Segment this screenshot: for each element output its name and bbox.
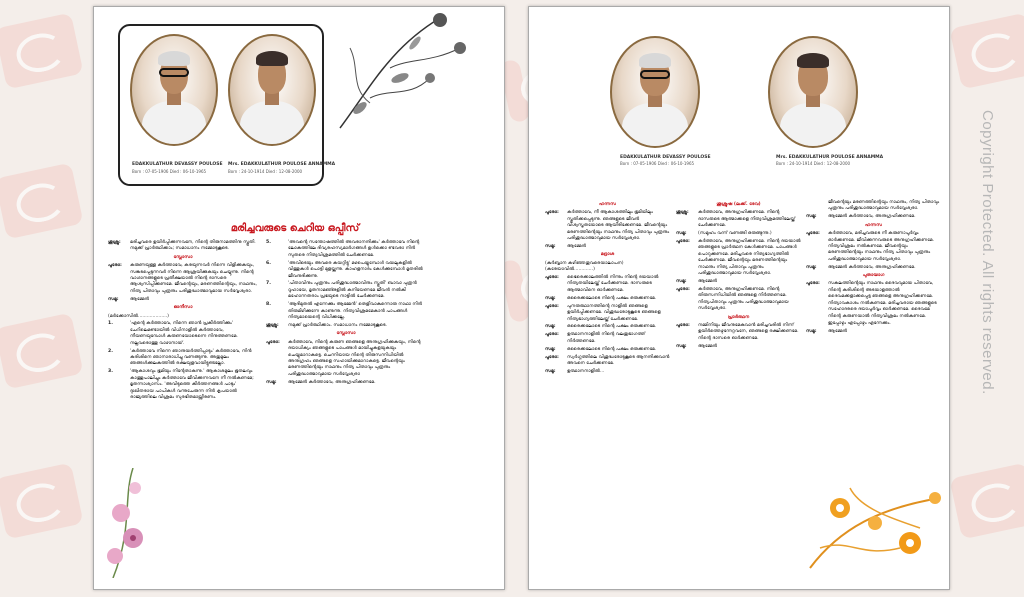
speaker-label: പൂരോ: bbox=[676, 286, 690, 292]
text-row bbox=[108, 297, 258, 303]
prayer-text: ആമ്മേൻ കർത്താവേ, അനുഗ്രഹിക്കണമേ. bbox=[828, 214, 916, 220]
text-row bbox=[545, 244, 670, 250]
text-row bbox=[545, 369, 670, 375]
text-row bbox=[676, 210, 801, 229]
portrait-dates: Born : 24-10-1914 Died : 12-08-2000 bbox=[776, 161, 851, 166]
prayer-text: ഒരൈക്കലോടെ നിന്റെ പക്ഷം ഒരുക്കണമേ. bbox=[567, 346, 657, 352]
copyright-watermark: Copyright Protected. All rights reserved. bbox=[979, 110, 996, 395]
speaker-label: പൂരോ: bbox=[676, 239, 690, 245]
verse-number: 1. bbox=[108, 321, 113, 327]
speaker-label: ശുശ്രൂ: bbox=[108, 240, 121, 245]
floral-ornament bbox=[800, 468, 950, 578]
prayer-text: ഭൈരെക്കാലത്തിൽ നിന്നും നിന്റെ ദയയാൽ നിത്യതയിലേയ്ക്ക് ചേർക്കണമേ. ദാസരുടെ ആത്മാവിനെ ഓർക്കണമേ. bbox=[567, 275, 659, 293]
text-column bbox=[108, 240, 258, 403]
portrait-mother bbox=[228, 34, 316, 146]
text-row bbox=[806, 214, 941, 220]
prayer-text: ആമ്മേൻ bbox=[130, 296, 150, 302]
prayer-text: മരിച്ചവരെ ഉയിർപ്പിക്കുന്നവനേ, നിന്റെ തിരുനാമത്തിനു സ്തുതി. നമുക്ക് പ്രാർത്ഥിക്കാം; സമാധാനം നമ്മോടുകൂടെ. bbox=[130, 240, 256, 252]
text-row bbox=[108, 321, 258, 347]
speaker-label bbox=[806, 321, 828, 327]
prayer-text: കർത്താവേ, മരിച്ചവരുടെ നീ കരുണാപൂർവ്വം ഓർക്കണമേ. ജീവിക്കുന്നവരുടെ അനുഗ്രഹിക്കണമേ. നിത്യവിശ്രമം നൽകണമേ. ജീവന്റെയും മരണത്തിന്റെയും നാഥനും നിത്യ പിതാവും പുത്രനും പരിശുദ്ധാത്മാവുമായ സർവ്വേശ്വരാ. bbox=[828, 231, 935, 262]
speaker-label: സമൂ: bbox=[545, 368, 556, 374]
speaker-label: സമൂ: bbox=[676, 231, 687, 237]
prayer-text: ഒരൈക്കലോടെ നിന്റെ പക്ഷം ഒരുക്കണമേ. bbox=[567, 324, 657, 330]
prayer-text: ജീവന്റെയും മരണത്തിന്റെയും നാഥനും, നിത്യ പിതാവും പുത്രനും പരിശുദ്ധാത്മാവുമായ സർവ്വേശ്വരാ. bbox=[828, 200, 940, 212]
speaker-label: പൂരോ: bbox=[266, 339, 280, 345]
orchid-ornament bbox=[93, 468, 163, 578]
text-row bbox=[676, 279, 801, 285]
prayer-text: കർത്താവേ, അനുഗ്രഹിക്കണമേ. നിന്റെ ദയയാൽ ഞങ്ങളുടെ പ്രാർത്ഥന കേൾക്കണമേ. പാപങ്ങൾ പൊറുക്കണമേ. മരിച്ചവരെ നിത്യഭാഗ്യത്തിൽ ചേർക്കണമേ. ജീവന്റെയും മരണത്തിന്റെയും നാഥനും നിത്യ പിതാവും പുത്രനും പരിശുദ്ധാത്മാവുമായ സർവ്വേശ്വരാ. bbox=[698, 239, 801, 277]
section-heading: സ്ലോസാ bbox=[336, 331, 356, 337]
section-heading: ഹന്നസ bbox=[599, 202, 616, 207]
prayer-text: 'എന്റെ കർത്താവേ, നിന്നെ ഞാൻ പ്രകീർത്തിക്കും' ചേറിലെമണ്ടായിൽ വിധിനാളിൽ കർത്താവേ, നീയണയുമ്പോൾ കരുണയോടെന്നെ നിനുത്തണമേ. നല്ലവരൊത്തു വാഴാനായ്. bbox=[130, 321, 238, 346]
text-column bbox=[806, 200, 941, 337]
text-row bbox=[806, 321, 941, 327]
speaker-label: പൂരോ: bbox=[545, 332, 559, 338]
prayer-text: ഇപ്പോഴും എപ്പോഴും എന്നേക്കും. bbox=[828, 321, 891, 327]
prayer-text: കർത്താവേ, അനുഗ്രഹിക്കണമേ. നിന്റെ തിരുസന്നിധിയിൽ ഞങ്ങളെ നിർത്തണമേ. നിത്യപിതാവും പുത്രനും പരിശുദ്ധാത്മാവുമായ സർവ്വേശ്വരാ. bbox=[698, 286, 789, 312]
text-row bbox=[266, 380, 426, 386]
portrait-name: Mrs. EDAKKULATHUR POULOSE ANNAMMA bbox=[228, 162, 336, 167]
portrait-dates: Born : 24-10-1914 Died : 12-08-2000 bbox=[228, 169, 303, 174]
portrait-name: EDAKKULATHUR DEVASSY POULOSE bbox=[132, 162, 223, 167]
text-row bbox=[676, 344, 801, 350]
text-row bbox=[108, 369, 258, 401]
section-heading: പുതായാഗ bbox=[862, 273, 885, 279]
prayer-text: ഒരൈക്കലോടെ നിന്റെ പക്ഷം ഒരുക്കണമേ. bbox=[567, 295, 657, 301]
speaker-label: പൂരോ: bbox=[545, 303, 559, 309]
prayer-text: സ്വർഗ്ഗത്തിലെ വിശുദ്ധരോടുകൂടെ ആനന്ദിക്കുവാൻ അവനെ ചേർക്കണമേ. bbox=[567, 354, 670, 366]
prayer-text: സകലത്തിന്റെയും നാഥനും ദൈവവുമായ പിതാവേ, നിന്റെ കുരിശിന്റെ അടയാളത്താൽ ദൈവമക്കളാക്കപ്പെട്ട ഞങ്ങളെ അനുഗ്രഹിക്കണമേ. നിത്യാവകാശം നൽകണമേ. മരിച്ചവരായ ഞങ്ങളുടെ സഹോദരരെ ദയാപൂർവ്വം ഓർക്കണമേ. ദൈവമേ നിന്റെ കരുണയാൽ നിത്യവിശ്രമം നൽകണമേ. bbox=[828, 281, 937, 319]
prayer-text: കർത്താവേ, നിന്റെ കരുണ ഞങ്ങളെ അനുഗ്രഹിക്കുകയും, നിന്റെ ദയാധിക്യം ഞങ്ങളുടെ പാപങ്ങൾ മായിച്ചുകളയുകയും ചെയ്യുമാറാകട്ടെ. ചെന്നിയായ നിന്റെ തിരുസന്നിധിയിൽ അനുഗ്രഹം ഞങ്ങളെ സഹായിക്കുമാറാകട്ടെ. ജീവന്റെയും മരണത്തിന്റെയും നാഥനും നിത്യ പിതാവും പുത്രനും പരിശുദ്ധാത്മാവുമായ സർവ്വേശ്വരാ bbox=[288, 339, 421, 377]
text-row bbox=[806, 231, 941, 263]
speaker-label: പൂരോ: bbox=[806, 281, 820, 287]
text-row bbox=[676, 287, 801, 313]
text-row bbox=[108, 240, 258, 253]
speaker-label: സമൂ: bbox=[545, 346, 556, 352]
speaker-label: പൂരോ: bbox=[545, 210, 559, 216]
text-row bbox=[266, 261, 426, 280]
portrait-dates: Born : 07-05-1906 Died : 06-10-1965 bbox=[620, 161, 695, 166]
speaker-label: പൂരോ: bbox=[545, 354, 559, 360]
portrait-frame bbox=[118, 24, 336, 186]
text-row bbox=[108, 349, 258, 368]
verse-number: 7. bbox=[266, 281, 271, 287]
speaker-label: സമൂ: bbox=[676, 278, 687, 284]
verse-number: 8. bbox=[266, 302, 271, 308]
prayer-text: നമ്മിനിയും ജീവനുമേകുവാൻ മരിച്ചവരിൽ നിന്ന് ഉയിർത്തെഴുന്നേറ്റവനേ, ഞങ്ങളെ രക്ഷിക്കണമേ. നിന്റെ ദാസരെ ഓർക്കണമേ. bbox=[698, 322, 799, 341]
text-row bbox=[806, 329, 941, 335]
text-row bbox=[806, 200, 941, 213]
text-row bbox=[545, 261, 670, 274]
prayer-text: ഉത്ഥാനനാളിൽ നിന്റെ വലതുഭാഗത്ത് നിർത്തണമേ. bbox=[567, 332, 646, 344]
prayer-text: ആമ്മേൻ bbox=[828, 329, 848, 335]
prayer-text: കരുണയുള്ള കർത്താവേ, കരയുന്നവർ നിന്നെ വിളിക്കുകയും, സങ്കടപ്പെടുന്നവർ നിന്നെ ആശ്രയിക്കുകയും ചെയ്യുന്നു. നിന്റെ വാഗ്ദാനങ്ങളുടെ പ്രതീക്ഷയാൽ നിന്റെ ദാസരെ ആശ്വസിപ്പിക്കണമേ. ജീവന്റെയും, മരണത്തിന്റെയും, നാഥനും, നിത്യ പിതാവും പുത്രനും പരിശുദ്ധാത്മാവുമായ സർവ്വേശ്വരാ. bbox=[130, 263, 257, 294]
prayer-text: നമുക്ക് പ്രാർത്ഥിക്കാം. സമാധാനം നമ്മോടുകൂടെ. bbox=[288, 322, 387, 328]
portrait-name: EDAKKULATHUR DEVASSY POULOSE bbox=[620, 155, 711, 160]
text-row bbox=[545, 275, 670, 294]
portrait-father bbox=[610, 36, 700, 148]
speaker-label: സമൂ: bbox=[806, 329, 817, 335]
prayer-text: (കുർബ്ബാന കഴിഞ്ഞതുവരെയാലാപന) (കരേയാവിൽ.............) bbox=[545, 260, 624, 273]
floral-ornament bbox=[330, 8, 480, 138]
verse-number: 6. bbox=[266, 260, 271, 266]
prayer-text: 'ആകാശവും ഭൂമിയും നിന്റേതാകുന്നു.' ആകാശമൂലം ഭൂതലവും കാത്തുപാലിച്ചും കർത്താവേ ജീവിക്കുന്നവനേ നീ നൽകണമേ; മൃതന്നാശ്വാസം. 'അവിടുത്തെ കീർത്തനങ്ങൾ പാടും' ദുഃഖിതരായ പാപികൾ വന്നുചേരുന്ന നിൻ കൃപയാൽ രാജ്യത്തിലെ വിശ്രമം സുരഭിതമായ്ത്തീരണം. bbox=[130, 369, 254, 400]
text-row bbox=[266, 323, 426, 329]
text-row bbox=[545, 296, 670, 302]
prayer-text: കർത്താവേ, നീ ആകാശത്തിലും ഭൂമിയിലും സ്തുതിക്കപ്പെടുന്നു. ഞങ്ങളുടെ ജീവൻ വിശ്വസ്തതയോടെ ആയിരിക്കേണമേ. ജീവന്റെയും മരണത്തിന്റെയും നാഥനും നിത്യ പിതാവും പുത്രനും പരിശുദ്ധാത്മാവുമായ സർവ്വേശ്വരാ. bbox=[567, 210, 670, 242]
prayer-text: കർത്താവേ, അനുഗ്രഹിക്കണമേ. നിന്റെ ദാസരുടെ ആത്മാക്കളെ നിത്യവിശ്രമത്തിലേയ്ക്ക് ചേർക്കണമേ. bbox=[698, 210, 796, 229]
verse-number: 5. bbox=[266, 240, 271, 245]
prayer-text: ആമ്മേൻ കർത്താവേ, അനുഗ്രഹിക്കണമേ. bbox=[288, 379, 376, 385]
speaker-label: സമൂ: bbox=[676, 343, 687, 349]
section-heading: ഓനീസാ bbox=[173, 305, 193, 311]
prayer-text: 'അവന്റെ സന്തോഷത്തിൽ അവരാനന്ദിക്കും' കർത്താവേ നിന്റെ ലോകത്തിലേ ദിവ്യരഹസ്യമാർഗങ്ങൾ ഉൾക്കൊ ണ്ടവരാ നിൻ സുതരെ നിത്യവിശ്രമത്തിൽ ചേർക്കണമേ. bbox=[288, 240, 420, 258]
speaker-label: സമൂ: bbox=[806, 264, 817, 270]
prayer-text: 'പിതാവിനും പുത്രനും പരിശുദ്ധാത്മാവിനും സ്തുതി' ബാവാ പുത്രൻ റൂഹായേ, മൃതനാമഞ്ങളിൽ കനിയേണമേ ജീവൻ നൽകി മഹോന്നതരാം പ്രഭയുടെ നാട്ടിൽ ചേർക്കണമേ. bbox=[288, 281, 417, 300]
prayer-text: (സമൂഹം വന്ന് വണങ്ങി ഒരുങ്ങുന്നു.) bbox=[698, 231, 772, 237]
verse-number: 2. bbox=[108, 348, 113, 354]
portrait-name: Mrs. EDAKKULATHUR POULOSE ANNAMMA bbox=[776, 155, 884, 160]
speaker-label: പൂരോ: bbox=[676, 322, 690, 328]
prayer-text: പുനരുത്ഥാനത്തിന്റെ നാളിൽ ഞങ്ങളെ ഉയിർപ്പിക്കണമേ. വിശുദ്ധരോടുകൂടെ ഞങ്ങളെ നിത്യഭാഗ്യത്തിലേയ്ക്ക് ചേർക്കണമേ. bbox=[567, 303, 661, 322]
prayer-text: (മർക്കോസിൽ....................) bbox=[108, 313, 169, 319]
section-heading: ഹന്നസ bbox=[865, 222, 882, 228]
text-row bbox=[266, 302, 426, 321]
prayer-text: 'അവിടെയും അവരെ കയറ്റിട്ടു' മഴപെയ്യുമ്പോൾ വയലുകളിൽ വിത്തുകൾ പൊട്ടി മുളയ്ക്കുന്നു. കാഹളനാദം കേൾക്കുമ്പോൾ മൃതരിൽ ജീവനുദിക്കുന്നു. bbox=[288, 260, 423, 279]
speaker-label: സമൂ: bbox=[806, 214, 817, 220]
page-title: മരിച്ചവരുടെ ചെറിയ ഒപ്പീസ് bbox=[230, 223, 360, 234]
text-column bbox=[266, 240, 426, 388]
text-row bbox=[266, 281, 426, 300]
prayer-text: ആമ്മേൻ bbox=[567, 243, 587, 249]
speaker-label: സമൂ: bbox=[266, 379, 277, 385]
text-row bbox=[545, 210, 670, 242]
section-heading: മദ്രാശ bbox=[600, 252, 615, 258]
portrait-father bbox=[130, 34, 218, 146]
text-row bbox=[545, 332, 670, 345]
text-row bbox=[806, 281, 941, 319]
text-column bbox=[545, 200, 670, 377]
prayer-text: 'ആദിമുതൽ എന്നേക്കും ആമ്മേൻ' തെളിവാകുന്നൊരു നാഥാ നിൻ തിരുമിഴിക്കുന്നേ കാണുന്നു. നിത്യവിശ്രമമേകാൻ പാപങ്ങൾ നിത്യമായെന്റെ വിധിക്കല്ലേ. bbox=[288, 302, 423, 320]
verse-number: 3. bbox=[108, 369, 113, 375]
text-row bbox=[266, 340, 426, 378]
text-row bbox=[806, 265, 941, 271]
prayer-text: 'കർത്താവേ നിന്നെ ഞാനുയർത്തിപ്പാടും' കർത്താവേ, നിൻ കുരിശിനെ ഞാനാരാധിച്ചു വണങ്ങുന്നു. അതുമൂലം ഞങ്ങൾക്കുലകത്തിൽ രക്ഷയുളവായിട്ടുണ്ടല്ലോ. bbox=[130, 348, 252, 367]
text-row bbox=[266, 240, 426, 259]
text-row bbox=[545, 355, 670, 368]
text-column bbox=[676, 200, 801, 352]
text-row bbox=[108, 314, 258, 320]
portrait-dates: Born : 07-05-1906 Died : 06-10-1965 bbox=[132, 169, 207, 174]
text-row bbox=[108, 263, 258, 295]
prayer-text: ആമ്മേൻ കർത്താവേ, അനുഗ്രഹിക്കണമേ. bbox=[828, 264, 916, 270]
speaker-label: സമൂ: bbox=[545, 295, 556, 301]
speaker-label: സമൂ: bbox=[545, 243, 556, 249]
section-heading: ശുശ്രൂഷ (ലക്ക്. ദേവ) bbox=[716, 202, 761, 207]
portrait-mother bbox=[768, 36, 858, 148]
text-row bbox=[545, 304, 670, 323]
speaker-label: സമൂ: bbox=[108, 296, 119, 302]
text-row bbox=[545, 324, 670, 330]
speaker-label: പൂരോ: bbox=[108, 263, 122, 269]
speaker-label: ശുശ്രൂ: bbox=[676, 210, 689, 216]
text-row bbox=[545, 347, 670, 353]
prayer-text: ഉത്ഥാനനാളിൽ... bbox=[567, 368, 605, 374]
speaker-label: ശുശ്രൂ: bbox=[266, 322, 279, 328]
text-row bbox=[676, 323, 801, 342]
section-heading: സ്ലോസാ bbox=[173, 254, 193, 260]
speaker-label: പൂരോ: bbox=[545, 275, 559, 281]
prayer-text: ആമ്മേൻ bbox=[698, 278, 718, 284]
speaker-label bbox=[806, 200, 828, 213]
speaker-label: സമൂ: bbox=[545, 324, 556, 330]
prayer-text: ആമ്മേൻ bbox=[698, 343, 718, 349]
text-row bbox=[676, 239, 801, 277]
section-heading: പ്രാർത്ഥന bbox=[727, 314, 750, 320]
speaker-label: പൂരോ: bbox=[806, 231, 820, 237]
text-row bbox=[676, 231, 801, 237]
